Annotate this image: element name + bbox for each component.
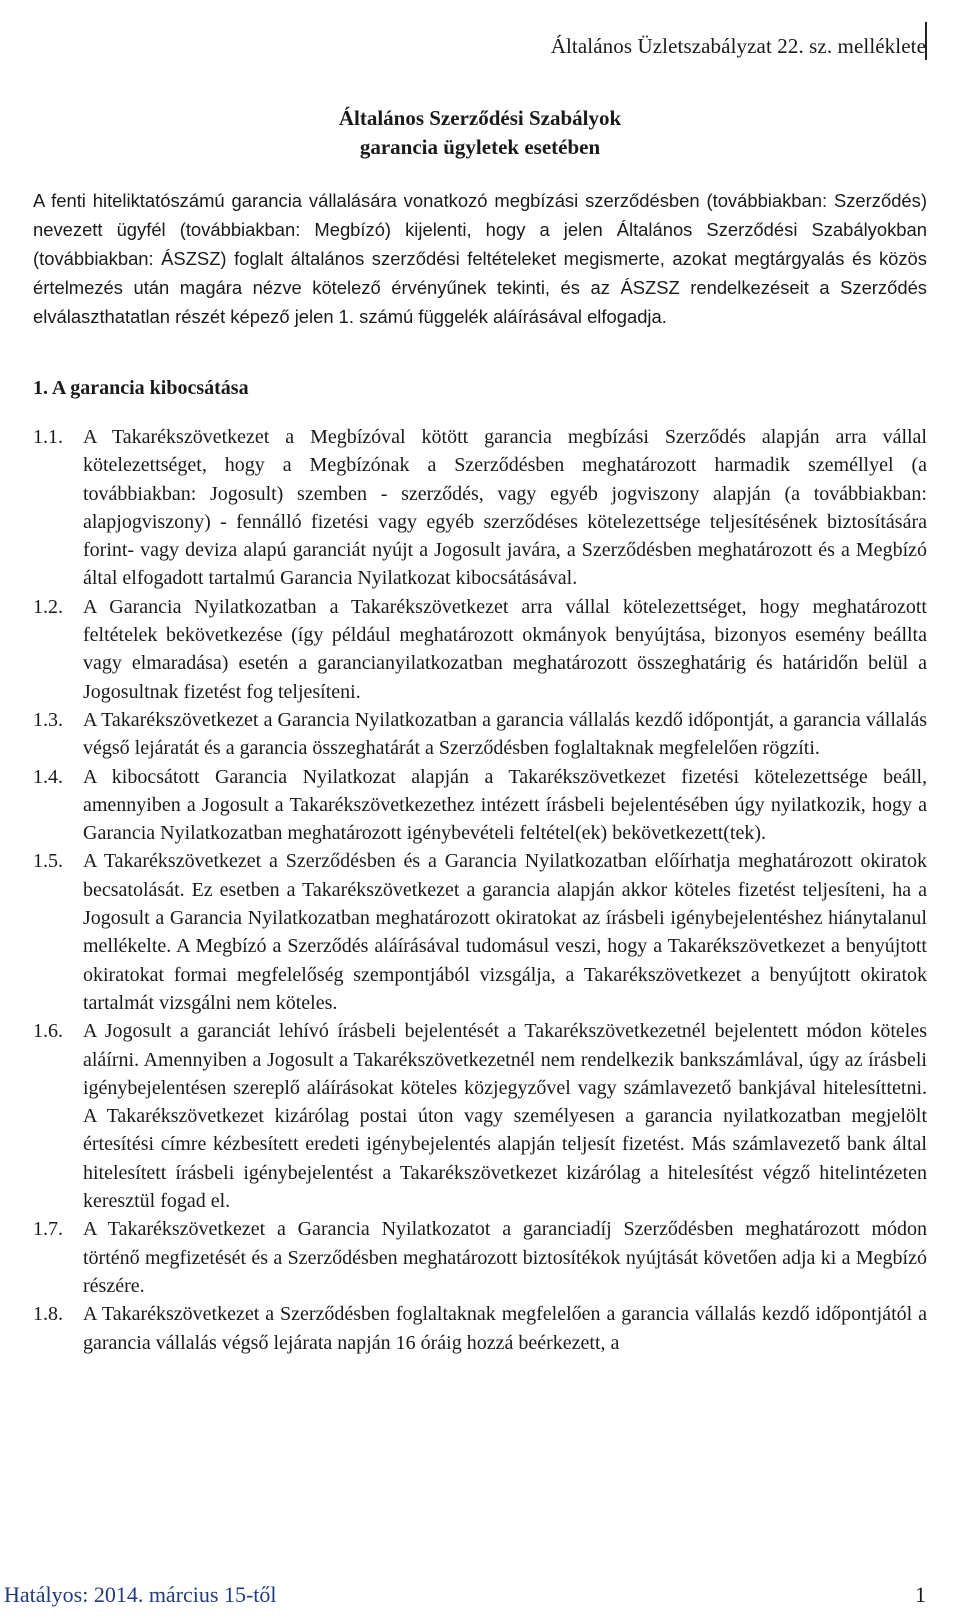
section-heading: 1. A garancia kibocsátása <box>33 377 249 399</box>
clause-1-8 <box>33 1300 927 1357</box>
effective-date: Hatályos: 2014. március 15-től <box>4 1582 277 1607</box>
intro-paragraph: A fenti hiteliktatószámú garancia vállalására vonatkozó megbízási szerződésben (továbbiakban: Szerződés) nevezett ügyfél (továbbiakban: Megbízó) kijelenti, hogy a jelen Általános Szerződési Szabályokban (továbbiakban: ÁSZSZ) foglalt általános szerződési feltételeket megismerte, azokat megtárgyalás és közös értelmezés után magára nézve kötelező érvényűnek tekinti, és az ÁSZSZ rendelkezéseit a Szerződés elválaszthatatlan részét képező jelen 1. számú függelék aláírásával elfogadja. <box>33 190 927 327</box>
clause-list <box>33 423 927 1357</box>
clause-1-6 <box>33 1017 927 1215</box>
annex-label: Általános Üzletszabályzat 22. sz. melléklete <box>550 34 926 58</box>
clause-number: 1.6. <box>33 1020 63 1043</box>
document-title <box>0 104 960 162</box>
clause-text: A Garancia Nyilatkozatban a Takarékszövetkezet arra vállal kötelezettséget, hogy meghatározott feltételek bekövetkezése (így például meghatározott okmányok benyújtása, bizonyos esemény beállta vagy elmaradása) esetén a garancianyilatkozatban meghatározott összeghatárig és határidőn belül a Jogosultnak fizetést fog teljesíteni. <box>83 595 927 703</box>
clause-text: A Takarékszövetkezet a Szerződésben foglaltaknak megfelelően a garancia vállalás kezdő időpontjától a garancia vállalás végső lejárata napján 16 óráig hozzá beérkezett, a <box>83 1303 927 1354</box>
clause-1-2 <box>33 593 927 706</box>
clause-number: 1.5. <box>33 850 63 873</box>
clause-1-4 <box>33 763 927 848</box>
clause-number: 1.1. <box>33 426 63 448</box>
title-line-2: garancia ügyletek esetében <box>359 135 601 159</box>
clause-text: A Takarékszövetkezet a Szerződésben és a Garancia Nyilatkozatban előírhatja meghatározott okiratok becsatolását. Ez esetben a Takarékszövetkezet a garancia alapján akkor köteles fizetést teljesíteni, ha a Jogosult a Garancia Nyilatkozatban meghatározott okiratokat az írásbeli igénybejelentéshez hiánytalanul mellékelte. A Megbízó a Szerződés aláírásával tudomásul veszi, hogy a Takarékszövetkezet a benyújtott okiratokat formai megfelelőség szempontjából vizsgálja, a Takarékszövetkezet a benyújtott okiratok tartalmát vizsgálni nem köteles. <box>83 850 927 1014</box>
clause-1-7 <box>33 1215 927 1300</box>
page-number: 1 <box>915 1582 926 1607</box>
clause-number: 1.7. <box>33 1218 63 1241</box>
clause-number: 1.4. <box>33 765 63 788</box>
clause-text: A Jogosult a garanciát lehívó írásbeli bejelentését a Takarékszövetkezetnél bejelentett módon köteles aláírni. Amennyiben a Jogosult a Takarékszövetkezetnél nem rendelkezik bankszámlával, úgy az írásbeli igénybejelentésen szereplő aláírásokat köteles közjegyzővel vagy számlavezető bankjával hitelesíttetni. A Takarékszövetkezet kizárólag postai úton vagy személyesen a garancia nyilatkozatban megjelölt értesítési címre kézbesített eredeti igénybejelentés alapján teljesít fizetést. Más számlavezető bank által hitelesített írásbeli igénybejelentést a Takarékszövetkezet kizárólag a hitelesítést végző hitelintézeten keresztül fogad el. <box>83 1020 927 1213</box>
clause-number: 1.2. <box>33 595 63 618</box>
clause-1-1 <box>33 423 927 593</box>
clause-1-5 <box>33 847 927 1017</box>
clause-number: 1.3. <box>33 708 63 731</box>
title-line-1: Általános Szerződési Szabályok <box>338 106 622 130</box>
clause-text: A kibocsátott Garancia Nyilatkozat alapján a Takarékszövetkezet fizetési kötelezettsége beáll, amennyiben a Jogosult a Takarékszövetkezethez intézett írásbeli bejelentésében úgy nyilatkozik, hogy a Garancia Nyilatkozatban meghatározott igénybevételi feltétel(ek) bekövetkezett(tek). <box>83 765 927 845</box>
clause-text: A Takarékszövetkezet a Garancia Nyilatkozatot a garanciadíj Szerződésben meghatározott módon történő megfizetését és a Szerződésben meghatározott biztosítékok nyújtását követően adja ki a Megbízó részére. <box>83 1218 927 1297</box>
clause-1-3 <box>33 706 927 763</box>
clause-text: A Takarékszövetkezet a Garancia Nyilatkozatban a garancia vállalás kezdő időpontját, a garancia vállalás végső lejáratát és a garancia összeghatárát a Szerződésben foglaltaknak megfelelően rögzíti. <box>83 708 927 760</box>
clause-number: 1.8. <box>33 1303 63 1326</box>
clause-text: A Takarékszövetkezet a Megbízóval kötött garancia megbízási Szerződés alapján arra vállal kötelezettséget, hogy a Megbízónak a Szerződésben meghatározott harmadik személlyel (a továbbiakban: Jogosult) szemben - szerződés, vagy egyéb jogviszony alapján (a továbbiakban: alapjogviszony) - fennálló fizetési vagy egyéb szerződéses kötelezettsége teljesítésének biztosítására forint- vagy deviza alapú garanciát nyújt a Jogosult javára, a Szerződésben meghatározott és a Megbízó által elfogadott tartalmú Garancia Nyilatkozat kibocsátásával. <box>83 426 927 590</box>
